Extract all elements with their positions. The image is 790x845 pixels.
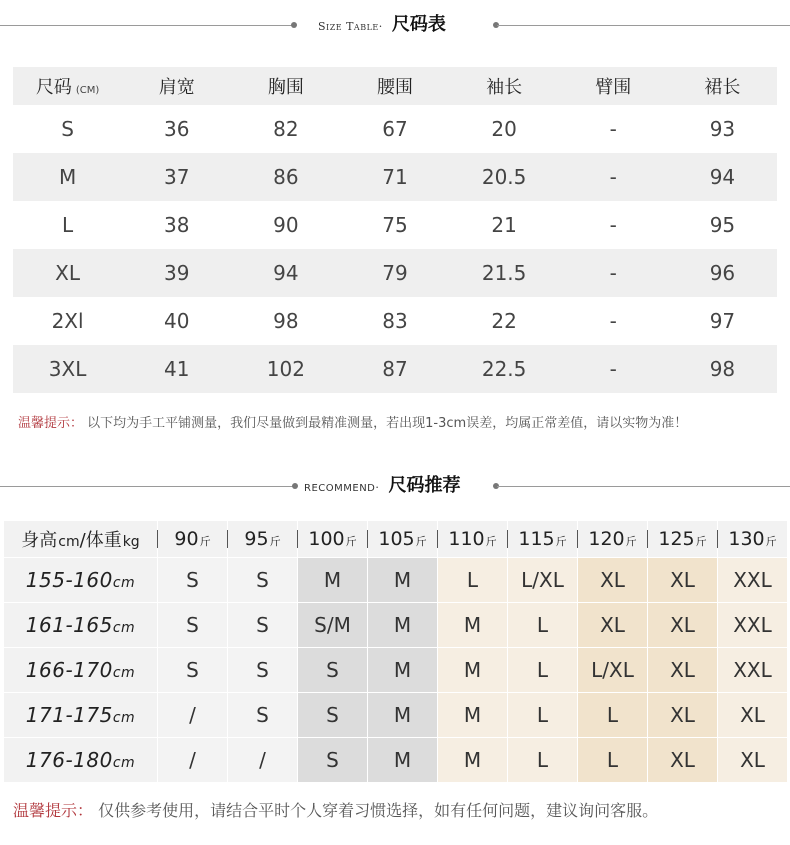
weight-unit: 斤 <box>199 535 211 548</box>
size-cell: XXL <box>718 603 787 647</box>
cell-length: 97 <box>709 309 736 333</box>
weight-value: 100 <box>308 528 345 550</box>
weight-value: 115 <box>518 528 555 550</box>
height-range-cell <box>4 648 157 692</box>
size-cell: M <box>368 648 437 692</box>
cell-sleeve: 20.5 <box>450 153 559 201</box>
size-table-header <box>13 67 777 105</box>
weight-value: 95 <box>244 528 269 550</box>
cell-bust: 90 <box>273 213 299 237</box>
height-range: 155-160 <box>25 568 113 592</box>
cell-length: 96 <box>668 249 777 297</box>
col-shoulder: 肩宽 <box>122 67 231 105</box>
recommend-note-label: 温馨提示： <box>13 801 94 820</box>
weight-value: 105 <box>378 528 415 550</box>
cell-arm: - <box>559 345 668 393</box>
size-cell: M <box>368 603 437 647</box>
cell-bust: 102 <box>231 345 340 393</box>
size-table-title <box>0 10 790 40</box>
size-cell: XL <box>578 603 647 647</box>
size-cell: L <box>508 603 577 647</box>
cell-waist: 83 <box>382 309 408 333</box>
weight-col-header <box>438 521 507 557</box>
size-cell: S <box>298 738 367 782</box>
height-range: 161-165 <box>25 613 113 637</box>
title-divider-left <box>0 25 293 26</box>
cell-length: 98 <box>668 345 777 393</box>
height-range: 166-170 <box>25 658 113 682</box>
size-cell: / <box>158 693 227 737</box>
col-size-unit: (CM) <box>75 85 100 96</box>
col-size <box>13 67 122 105</box>
size-cell: XL <box>648 738 717 782</box>
cell-arm: - <box>559 153 668 201</box>
size-cell: M <box>368 558 437 602</box>
size-cell: L <box>508 738 577 782</box>
cell-shoulder: 41 <box>122 345 231 393</box>
weight-col-header <box>648 521 717 557</box>
height-range: 176-180 <box>25 748 113 772</box>
rec-caption <box>304 471 494 501</box>
size-cell: S <box>298 648 367 692</box>
height-range-cell <box>4 738 157 782</box>
table-row <box>4 603 787 647</box>
cell-bust: 94 <box>231 249 340 297</box>
rec-divider-right <box>497 486 790 487</box>
size-cell: M <box>438 648 507 692</box>
cell-shoulder: 39 <box>122 249 231 297</box>
rec-title-middot: · <box>375 481 380 494</box>
cell-sleeve: 21 <box>491 213 517 237</box>
title-divider-right <box>497 25 790 26</box>
height-unit: cm <box>112 710 136 726</box>
recommend-note-text: 仅供参考使用，请结合平时个人穿着习惯选择，如有任何问题，建议询问客服。 <box>98 801 659 820</box>
rec-dot-left <box>292 483 298 489</box>
col-waist: 腰围 <box>340 67 449 105</box>
size-cell: XXL <box>718 558 787 602</box>
cell-shoulder: 37 <box>122 153 231 201</box>
recommend-note <box>13 798 658 821</box>
cell-waist: 79 <box>340 249 449 297</box>
cell-size: L <box>61 213 74 237</box>
weight-col-header <box>508 521 577 557</box>
size-cell: S <box>298 693 367 737</box>
weight-col-header <box>158 521 227 557</box>
size-cell: M <box>438 693 507 737</box>
cell-bust: 86 <box>231 153 340 201</box>
table-row <box>4 558 787 602</box>
height-unit: cm <box>112 620 136 636</box>
col-length: 裙长 <box>668 67 777 105</box>
cell-size: 2Xl <box>51 309 84 333</box>
col-bust: 胸围 <box>231 67 340 105</box>
header-cm: cm <box>58 534 80 550</box>
weight-value: 125 <box>658 528 695 550</box>
size-cell: S <box>228 603 297 647</box>
col-size-label: 尺码 <box>35 77 72 98</box>
weight-unit: 斤 <box>415 535 427 548</box>
cell-size: XL <box>13 249 122 297</box>
recommend-header <box>4 521 787 557</box>
cell-arm: - <box>609 117 617 141</box>
size-cell: M <box>368 738 437 782</box>
weight-unit: 斤 <box>765 535 777 548</box>
cell-sleeve: 20 <box>491 117 517 141</box>
cell-shoulder: 36 <box>163 117 190 141</box>
title-middot: · <box>378 20 383 33</box>
col-sleeve: 袖长 <box>450 67 559 105</box>
title-dot-left <box>291 22 297 28</box>
title-caption <box>318 10 478 40</box>
size-cell: XL <box>648 603 717 647</box>
weight-value: 90 <box>174 528 199 550</box>
size-cell: L <box>578 693 647 737</box>
rec-title-en: RECOMMEND <box>304 483 376 494</box>
size-cell: XL <box>578 558 647 602</box>
cell-sleeve: 22 <box>491 309 517 333</box>
cell-waist: 71 <box>340 153 449 201</box>
size-note <box>18 412 687 431</box>
size-cell: S/M <box>298 603 367 647</box>
size-table <box>13 67 777 393</box>
title-en: Size Table <box>318 20 379 33</box>
cell-arm: - <box>609 213 617 237</box>
size-cell: XL <box>648 558 717 602</box>
cell-size: S <box>61 117 74 141</box>
weight-value: 120 <box>588 528 625 550</box>
size-cell: L <box>578 738 647 782</box>
cell-size: 3XL <box>13 345 122 393</box>
cell-waist: 67 <box>382 117 408 141</box>
recommend-table <box>3 520 788 783</box>
header-height-weight <box>4 521 157 557</box>
size-cell: S <box>228 648 297 692</box>
cell-arm: - <box>559 249 668 297</box>
height-unit: cm <box>112 665 136 681</box>
table-row <box>13 297 777 345</box>
table-row <box>4 648 787 692</box>
rec-title-zh: 尺码推荐 <box>388 475 461 496</box>
cell-bust: 82 <box>273 117 299 141</box>
table-row <box>13 345 777 393</box>
weight-value: 130 <box>728 528 765 550</box>
height-range: 171-175 <box>25 703 113 727</box>
size-cell: M <box>438 738 507 782</box>
table-row <box>13 153 777 201</box>
size-cell: M <box>368 693 437 737</box>
weight-unit: 斤 <box>269 535 281 548</box>
size-note-label: 温馨提示： <box>18 416 84 431</box>
rec-divider-left <box>0 486 296 487</box>
size-cell: L/XL <box>508 558 577 602</box>
size-cell: S <box>228 693 297 737</box>
size-cell: XL <box>718 693 787 737</box>
cell-length: 94 <box>668 153 777 201</box>
cell-sleeve: 21.5 <box>450 249 559 297</box>
weight-value: 110 <box>448 528 485 550</box>
cell-arm: - <box>609 309 617 333</box>
cell-shoulder: 38 <box>163 213 190 237</box>
header-kg: kg <box>122 534 140 550</box>
recommend-title <box>0 471 790 501</box>
weight-col-header <box>578 521 647 557</box>
table-row <box>4 693 787 737</box>
cell-bust: 98 <box>273 309 299 333</box>
weight-unit: 斤 <box>485 535 497 548</box>
height-unit: cm <box>112 755 136 771</box>
size-cell: M <box>438 603 507 647</box>
height-range-cell <box>4 693 157 737</box>
size-cell: S <box>228 558 297 602</box>
height-range-cell <box>4 603 157 647</box>
weight-unit: 斤 <box>345 535 357 548</box>
size-cell: L <box>508 693 577 737</box>
size-note-text: 以下均为手工平铺测量，我们尽量做到最精准测量，若出现1-3cm误差，均属正常差值，请以实物为准！ <box>87 416 688 431</box>
size-cell: S <box>158 603 227 647</box>
header-sep: / <box>79 530 86 551</box>
cell-sleeve: 22.5 <box>450 345 559 393</box>
table-row <box>13 201 777 249</box>
size-cell: XL <box>648 648 717 692</box>
size-cell: / <box>228 738 297 782</box>
cell-length: 93 <box>709 117 736 141</box>
title-zh: 尺码表 <box>391 14 446 35</box>
table-row <box>13 249 777 297</box>
size-cell: S <box>158 648 227 692</box>
size-cell: / <box>158 738 227 782</box>
size-cell: XXL <box>718 648 787 692</box>
weight-unit: 斤 <box>625 535 637 548</box>
size-cell: L/XL <box>578 648 647 692</box>
weight-col-header <box>718 521 787 557</box>
weight-col-header <box>298 521 367 557</box>
header-height: 身高 <box>21 530 58 551</box>
cell-waist: 87 <box>340 345 449 393</box>
header-weight: 体重 <box>85 530 122 551</box>
col-arm: 臂围 <box>559 67 668 105</box>
cell-waist: 75 <box>382 213 408 237</box>
size-cell: XL <box>718 738 787 782</box>
table-row <box>4 738 787 782</box>
weight-unit: 斤 <box>555 535 567 548</box>
size-cell: M <box>298 558 367 602</box>
weight-unit: 斤 <box>695 535 707 548</box>
height-range-cell <box>4 558 157 602</box>
size-cell: L <box>438 558 507 602</box>
cell-length: 95 <box>709 213 736 237</box>
size-cell: XL <box>648 693 717 737</box>
cell-size: M <box>13 153 122 201</box>
size-cell: S <box>158 558 227 602</box>
table-row <box>13 105 777 153</box>
height-unit: cm <box>112 575 136 591</box>
weight-col-header <box>368 521 437 557</box>
weight-col-header <box>228 521 297 557</box>
size-cell: L <box>508 648 577 692</box>
cell-shoulder: 40 <box>163 309 190 333</box>
